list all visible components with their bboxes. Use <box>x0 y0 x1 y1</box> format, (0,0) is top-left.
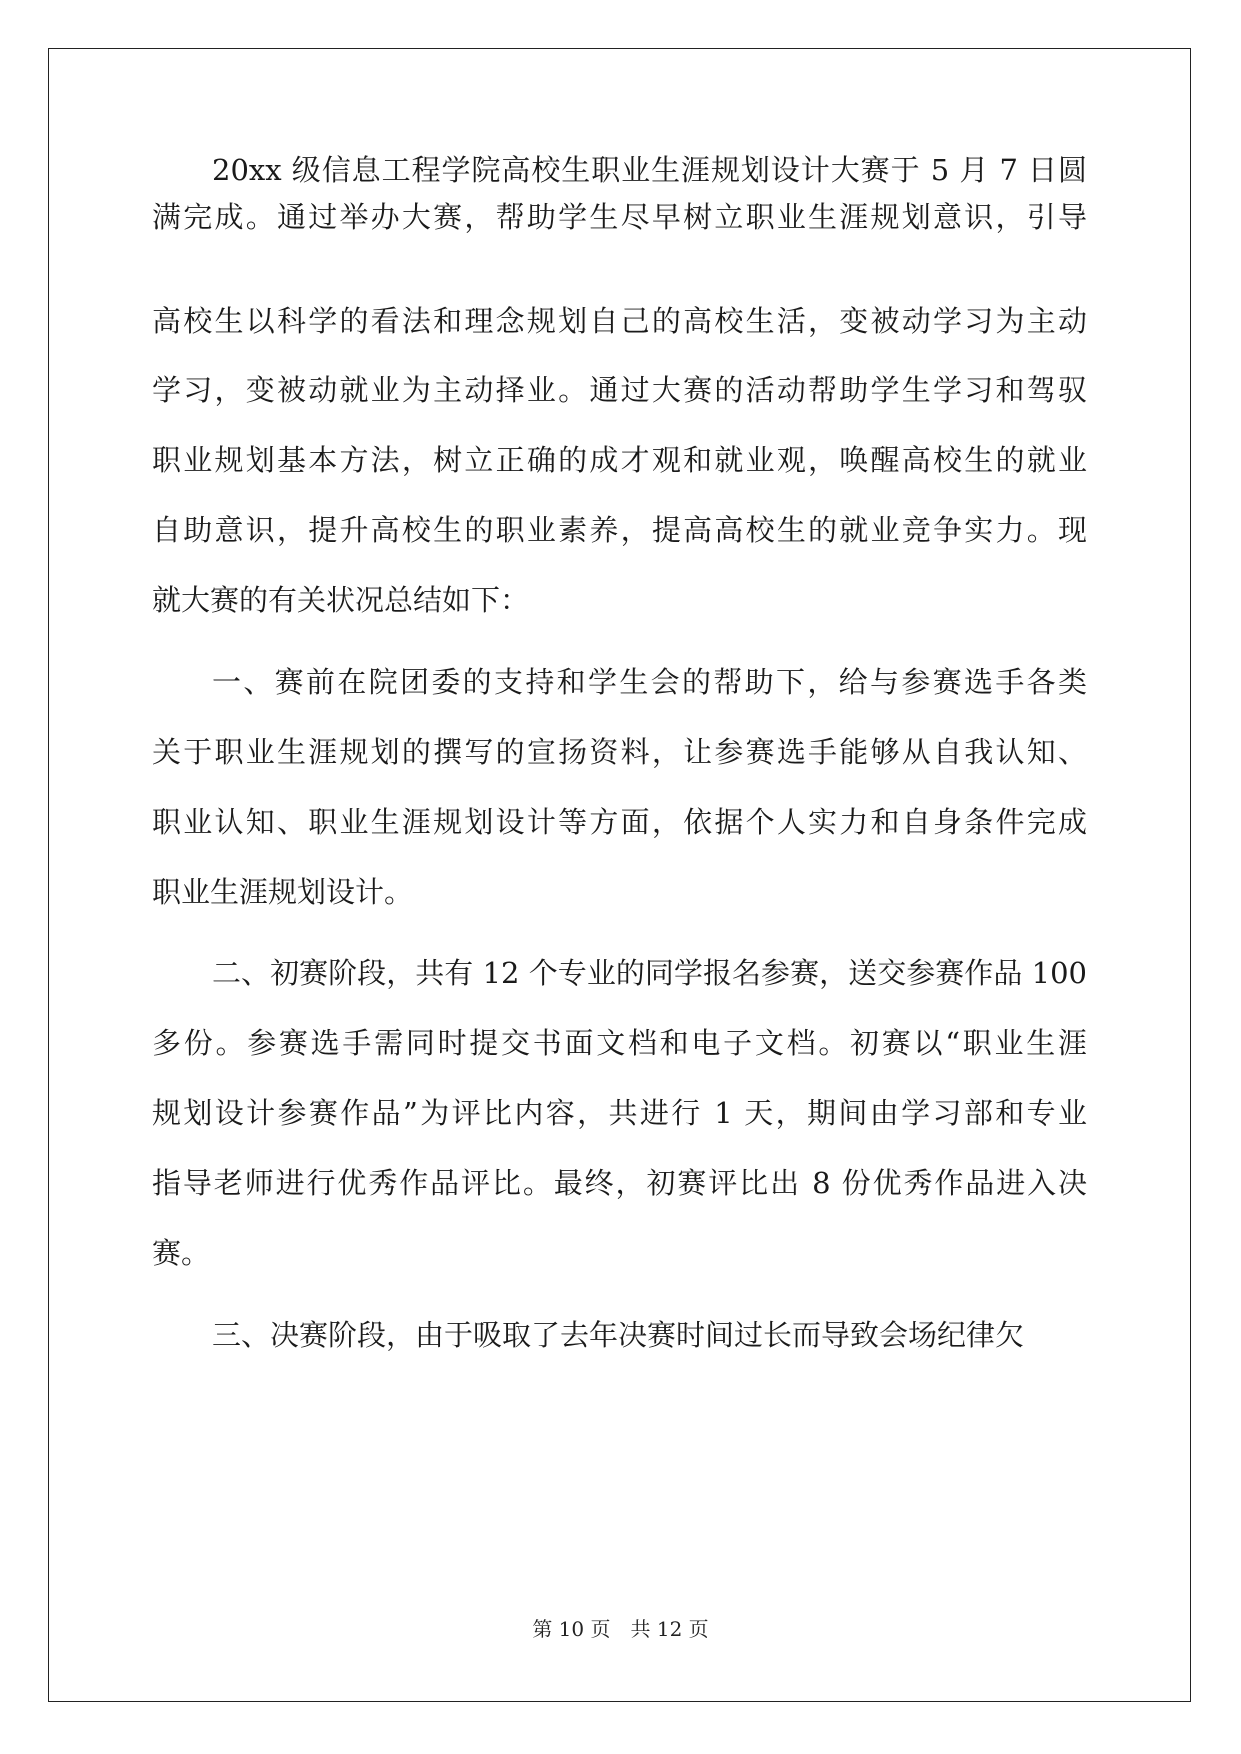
paragraph-4-line-1: 三、决赛阶段，由于吸取了去年决赛时间过长而导致会场纪律欠 <box>212 1318 1025 1352</box>
paragraph-3-line-3: 规划设计参赛作品”为评比内容，共进行 1 天，期间由学习部和专业 <box>152 1096 1087 1130</box>
paragraph-2-line-2: 关于职业生涯规划的撰写的宣扬资料，让参赛选手能够从自我认知、 <box>152 735 1087 769</box>
page-number-label: 第 10 页 共 12 页 <box>532 1617 709 1641</box>
paragraph-2-line-4: 职业生涯规划设计。 <box>152 875 414 909</box>
paragraph-3-line-1: 二、初赛阶段，共有 12 个专业的同学报名参赛，送交参赛作品 100 <box>212 956 1087 990</box>
paragraph-2-line-1: 一、赛前在院团委的支持和学生会的帮助下，给与参赛选手各类 <box>212 665 1087 699</box>
page-footer <box>0 1615 1241 1643</box>
paragraph-1-line-6: 自助意识，提升高校生的职业素养，提高高校生的就业竞争实力。现 <box>152 513 1087 547</box>
paragraph-2-line-3: 职业认知、职业生涯规划设计等方面，依据个人实力和自身条件完成 <box>152 805 1087 839</box>
paragraph-1-line-4: 学习，变被动就业为主动择业。通过大赛的活动帮助学生学习和驾驭 <box>152 373 1087 407</box>
paragraph-1-line-2: 满完成。通过举办大赛，帮助学生尽早树立职业生涯规划意识，引导 <box>152 200 1087 234</box>
paragraph-3-line-2: 多份。参赛选手需同时提交书面文档和电子文档。初赛以“职业生涯 <box>152 1026 1087 1060</box>
paragraph-3-line-5: 赛。 <box>152 1236 211 1270</box>
paragraph-1-line-3: 高校生以科学的看法和理念规划自己的高校生活，变被动学习为主动 <box>152 304 1087 338</box>
paragraph-1-line-5: 职业规划基本方法，树立正确的成才观和就业观，唤醒高校生的就业 <box>152 443 1087 477</box>
paragraph-1-line-1: 20xx 级信息工程学院高校生职业生涯规划设计大赛于 5 月 7 日圆 <box>212 153 1087 187</box>
paragraph-3-line-4: 指导老师进行优秀作品评比。最终，初赛评比出 8 份优秀作品进入决 <box>152 1166 1087 1200</box>
paragraph-1-line-7: 就大赛的有关状况总结如下： <box>152 583 530 617</box>
